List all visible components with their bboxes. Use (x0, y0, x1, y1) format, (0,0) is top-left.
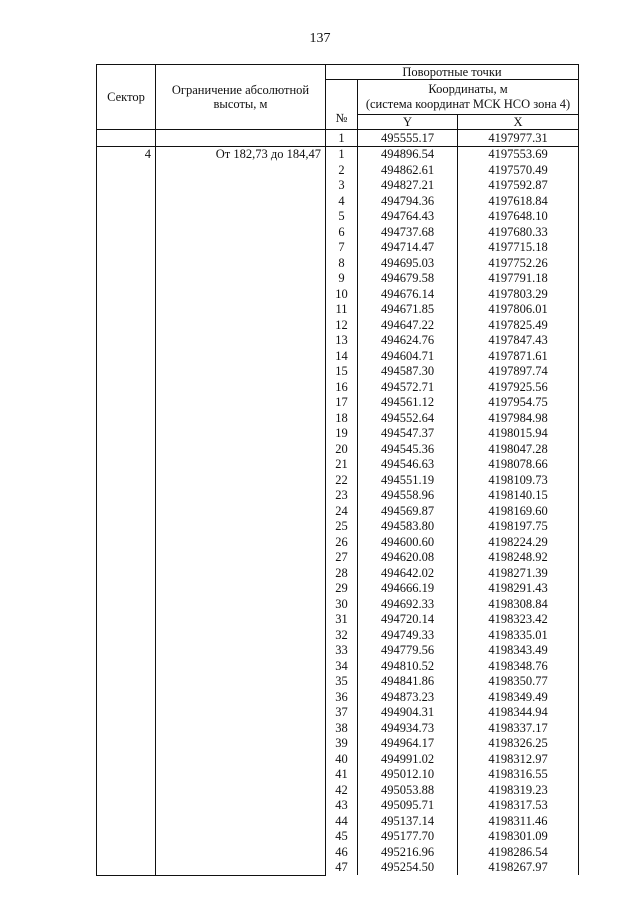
coord-x: 4198308.84 (458, 596, 579, 612)
coord-y: 495216.96 (358, 844, 458, 860)
coord-y: 494991.02 (358, 751, 458, 767)
coord-y: 494841.86 (358, 674, 458, 690)
point-number: 29 (326, 581, 358, 597)
header-limit: Ограничение абсолютной высоты, м (156, 65, 326, 130)
point-number: 1 (326, 130, 358, 147)
point-number: 19 (326, 426, 358, 442)
point-number: 42 (326, 782, 358, 798)
empty-cell (156, 130, 326, 147)
coord-y: 494904.31 (358, 705, 458, 721)
coord-y: 494587.30 (358, 364, 458, 380)
point-number: 20 (326, 441, 358, 457)
coord-x: 4197791.18 (458, 271, 579, 287)
point-number: 5 (326, 209, 358, 225)
coord-x: 4198140.15 (458, 488, 579, 504)
point-number: 2 (326, 162, 358, 178)
coord-x: 4197803.29 (458, 286, 579, 302)
coord-y: 494561.12 (358, 395, 458, 411)
point-number: 18 (326, 410, 358, 426)
coord-y: 494679.58 (358, 271, 458, 287)
coord-x: 4198197.75 (458, 519, 579, 535)
coord-y: 494583.80 (358, 519, 458, 535)
coord-x: 4198312.97 (458, 751, 579, 767)
coord-x: 4198317.53 (458, 798, 579, 814)
coord-y: 494873.23 (358, 689, 458, 705)
coord-y: 495053.88 (358, 782, 458, 798)
point-number: 33 (326, 643, 358, 659)
coord-y: 494779.56 (358, 643, 458, 659)
sector-value: 4 (97, 146, 156, 875)
coord-x: 4198349.49 (458, 689, 579, 705)
coord-x: 4197871.61 (458, 348, 579, 364)
coord-x: 4197954.75 (458, 395, 579, 411)
point-number: 46 (326, 844, 358, 860)
coord-x: 4198319.23 (458, 782, 579, 798)
point-number: 11 (326, 302, 358, 318)
coord-x: 4197897.74 (458, 364, 579, 380)
coord-y: 494692.33 (358, 596, 458, 612)
empty-cell (97, 130, 156, 147)
header-no: № (326, 80, 358, 130)
point-number: 27 (326, 550, 358, 566)
point-number: 1 (326, 146, 358, 162)
coord-y: 494572.71 (358, 379, 458, 395)
coord-x: 4198271.39 (458, 565, 579, 581)
coord-y: 495137.14 (358, 813, 458, 829)
coord-x: 4198015.94 (458, 426, 579, 442)
point-number: 15 (326, 364, 358, 380)
point-number: 6 (326, 224, 358, 240)
coord-x: 4198109.73 (458, 472, 579, 488)
coord-y: 495254.50 (358, 860, 458, 876)
coord-y: 494546.63 (358, 457, 458, 473)
coord-x: 4197553.69 (458, 146, 579, 162)
coord-x: 4197715.18 (458, 240, 579, 256)
coord-y: 494558.96 (358, 488, 458, 504)
coord-x: 4198343.49 (458, 643, 579, 659)
coord-x: 4197752.26 (458, 255, 579, 271)
point-number: 35 (326, 674, 358, 690)
coord-y: 495012.10 (358, 767, 458, 783)
coord-x: 4197648.10 (458, 209, 579, 225)
coord-y: 494737.68 (358, 224, 458, 240)
coord-y: 494600.60 (358, 534, 458, 550)
coord-y: 494810.52 (358, 658, 458, 674)
point-number: 37 (326, 705, 358, 721)
coord-y: 494569.87 (358, 503, 458, 519)
coord-x: 4198323.42 (458, 612, 579, 628)
coord-y: 494714.47 (358, 240, 458, 256)
header-y: Y (358, 115, 458, 130)
coord-y: 494547.37 (358, 426, 458, 442)
point-number: 14 (326, 348, 358, 364)
coord-y: 494666.19 (358, 581, 458, 597)
previous-sector-row (97, 130, 579, 147)
coord-y: 494647.22 (358, 317, 458, 333)
coord-x: 4197570.49 (458, 162, 579, 178)
point-number: 41 (326, 767, 358, 783)
coord-x: 4198078.66 (458, 457, 579, 473)
point-number: 45 (326, 829, 358, 845)
coord-x: 4198335.01 (458, 627, 579, 643)
coord-y: 495095.71 (358, 798, 458, 814)
point-number: 32 (326, 627, 358, 643)
coord-x: 4198316.55 (458, 767, 579, 783)
coord-y: 494551.19 (358, 472, 458, 488)
coord-x: 4198267.97 (458, 860, 579, 876)
coordinates-table (96, 64, 579, 876)
coord-y: 494764.43 (358, 209, 458, 225)
header-coordinate-system: (система координат МСК НСО зона 4) (365, 97, 571, 111)
point-number: 9 (326, 271, 358, 287)
coord-y: 494862.61 (358, 162, 458, 178)
header-turning-points: Поворотные точки (326, 65, 579, 80)
coord-y: 494896.54 (358, 146, 458, 162)
coord-x: 4197984.98 (458, 410, 579, 426)
coord-x: 4198169.60 (458, 503, 579, 519)
point-number: 8 (326, 255, 358, 271)
coord-x: 4197806.01 (458, 302, 579, 318)
header-x: X (458, 115, 579, 130)
coord-x: 4197825.49 (458, 317, 579, 333)
coord-y: 494671.85 (358, 302, 458, 318)
coord-x: 4198326.25 (458, 736, 579, 752)
coord-x: 4198301.09 (458, 829, 579, 845)
point-number: 30 (326, 596, 358, 612)
coord-y: 494624.76 (358, 333, 458, 349)
coord-x: 4198286.54 (458, 844, 579, 860)
table-row (97, 146, 579, 162)
coord-y: 494676.14 (358, 286, 458, 302)
point-number: 21 (326, 457, 358, 473)
coord-y: 494720.14 (358, 612, 458, 628)
coord-y: 494934.73 (358, 720, 458, 736)
point-number: 47 (326, 860, 358, 876)
point-number: 7 (326, 240, 358, 256)
coord-x: 4198348.76 (458, 658, 579, 674)
point-number: 13 (326, 333, 358, 349)
coord-y: 494695.03 (358, 255, 458, 271)
coord-x: 4198311.46 (458, 813, 579, 829)
point-number: 25 (326, 519, 358, 535)
coord-y: 495555.17 (358, 130, 458, 147)
point-number: 12 (326, 317, 358, 333)
coord-x: 4197680.33 (458, 224, 579, 240)
coord-y: 494749.33 (358, 627, 458, 643)
point-number: 28 (326, 565, 358, 581)
coord-x: 4198344.94 (458, 705, 579, 721)
coord-y: 494604.71 (358, 348, 458, 364)
coord-y: 494827.21 (358, 178, 458, 194)
coord-x: 4198248.92 (458, 550, 579, 566)
height-limit-value: От 182,73 до 184,47 (156, 146, 326, 875)
coord-x: 4197925.56 (458, 379, 579, 395)
point-number: 40 (326, 751, 358, 767)
coord-y: 495177.70 (358, 829, 458, 845)
header-coordinates (358, 80, 579, 115)
coord-x: 4197592.87 (458, 178, 579, 194)
coord-y: 494552.64 (358, 410, 458, 426)
point-number: 24 (326, 503, 358, 519)
coord-x: 4198224.29 (458, 534, 579, 550)
point-number: 31 (326, 612, 358, 628)
coord-x: 4197847.43 (458, 333, 579, 349)
point-number: 17 (326, 395, 358, 411)
point-number: 39 (326, 736, 358, 752)
coord-x: 4197977.31 (458, 130, 579, 147)
point-number: 3 (326, 178, 358, 194)
coord-x: 4197618.84 (458, 193, 579, 209)
header-sector: Сектор (97, 65, 156, 130)
header-coordinates-label: Координаты, м (428, 82, 508, 96)
point-number: 16 (326, 379, 358, 395)
coord-x: 4198047.28 (458, 441, 579, 457)
point-number: 34 (326, 658, 358, 674)
point-number: 44 (326, 813, 358, 829)
point-number: 4 (326, 193, 358, 209)
coord-x: 4198337.17 (458, 720, 579, 736)
coord-y: 494794.36 (358, 193, 458, 209)
coord-y: 494620.08 (358, 550, 458, 566)
point-number: 26 (326, 534, 358, 550)
point-number: 38 (326, 720, 358, 736)
coord-y: 494964.17 (358, 736, 458, 752)
point-number: 23 (326, 488, 358, 504)
coord-x: 4198350.77 (458, 674, 579, 690)
point-number: 22 (326, 472, 358, 488)
point-number: 10 (326, 286, 358, 302)
page-number: 137 (309, 31, 331, 46)
coord-y: 494642.02 (358, 565, 458, 581)
coord-x: 4198291.43 (458, 581, 579, 597)
coord-y: 494545.36 (358, 441, 458, 457)
point-number: 43 (326, 798, 358, 814)
point-number: 36 (326, 689, 358, 705)
